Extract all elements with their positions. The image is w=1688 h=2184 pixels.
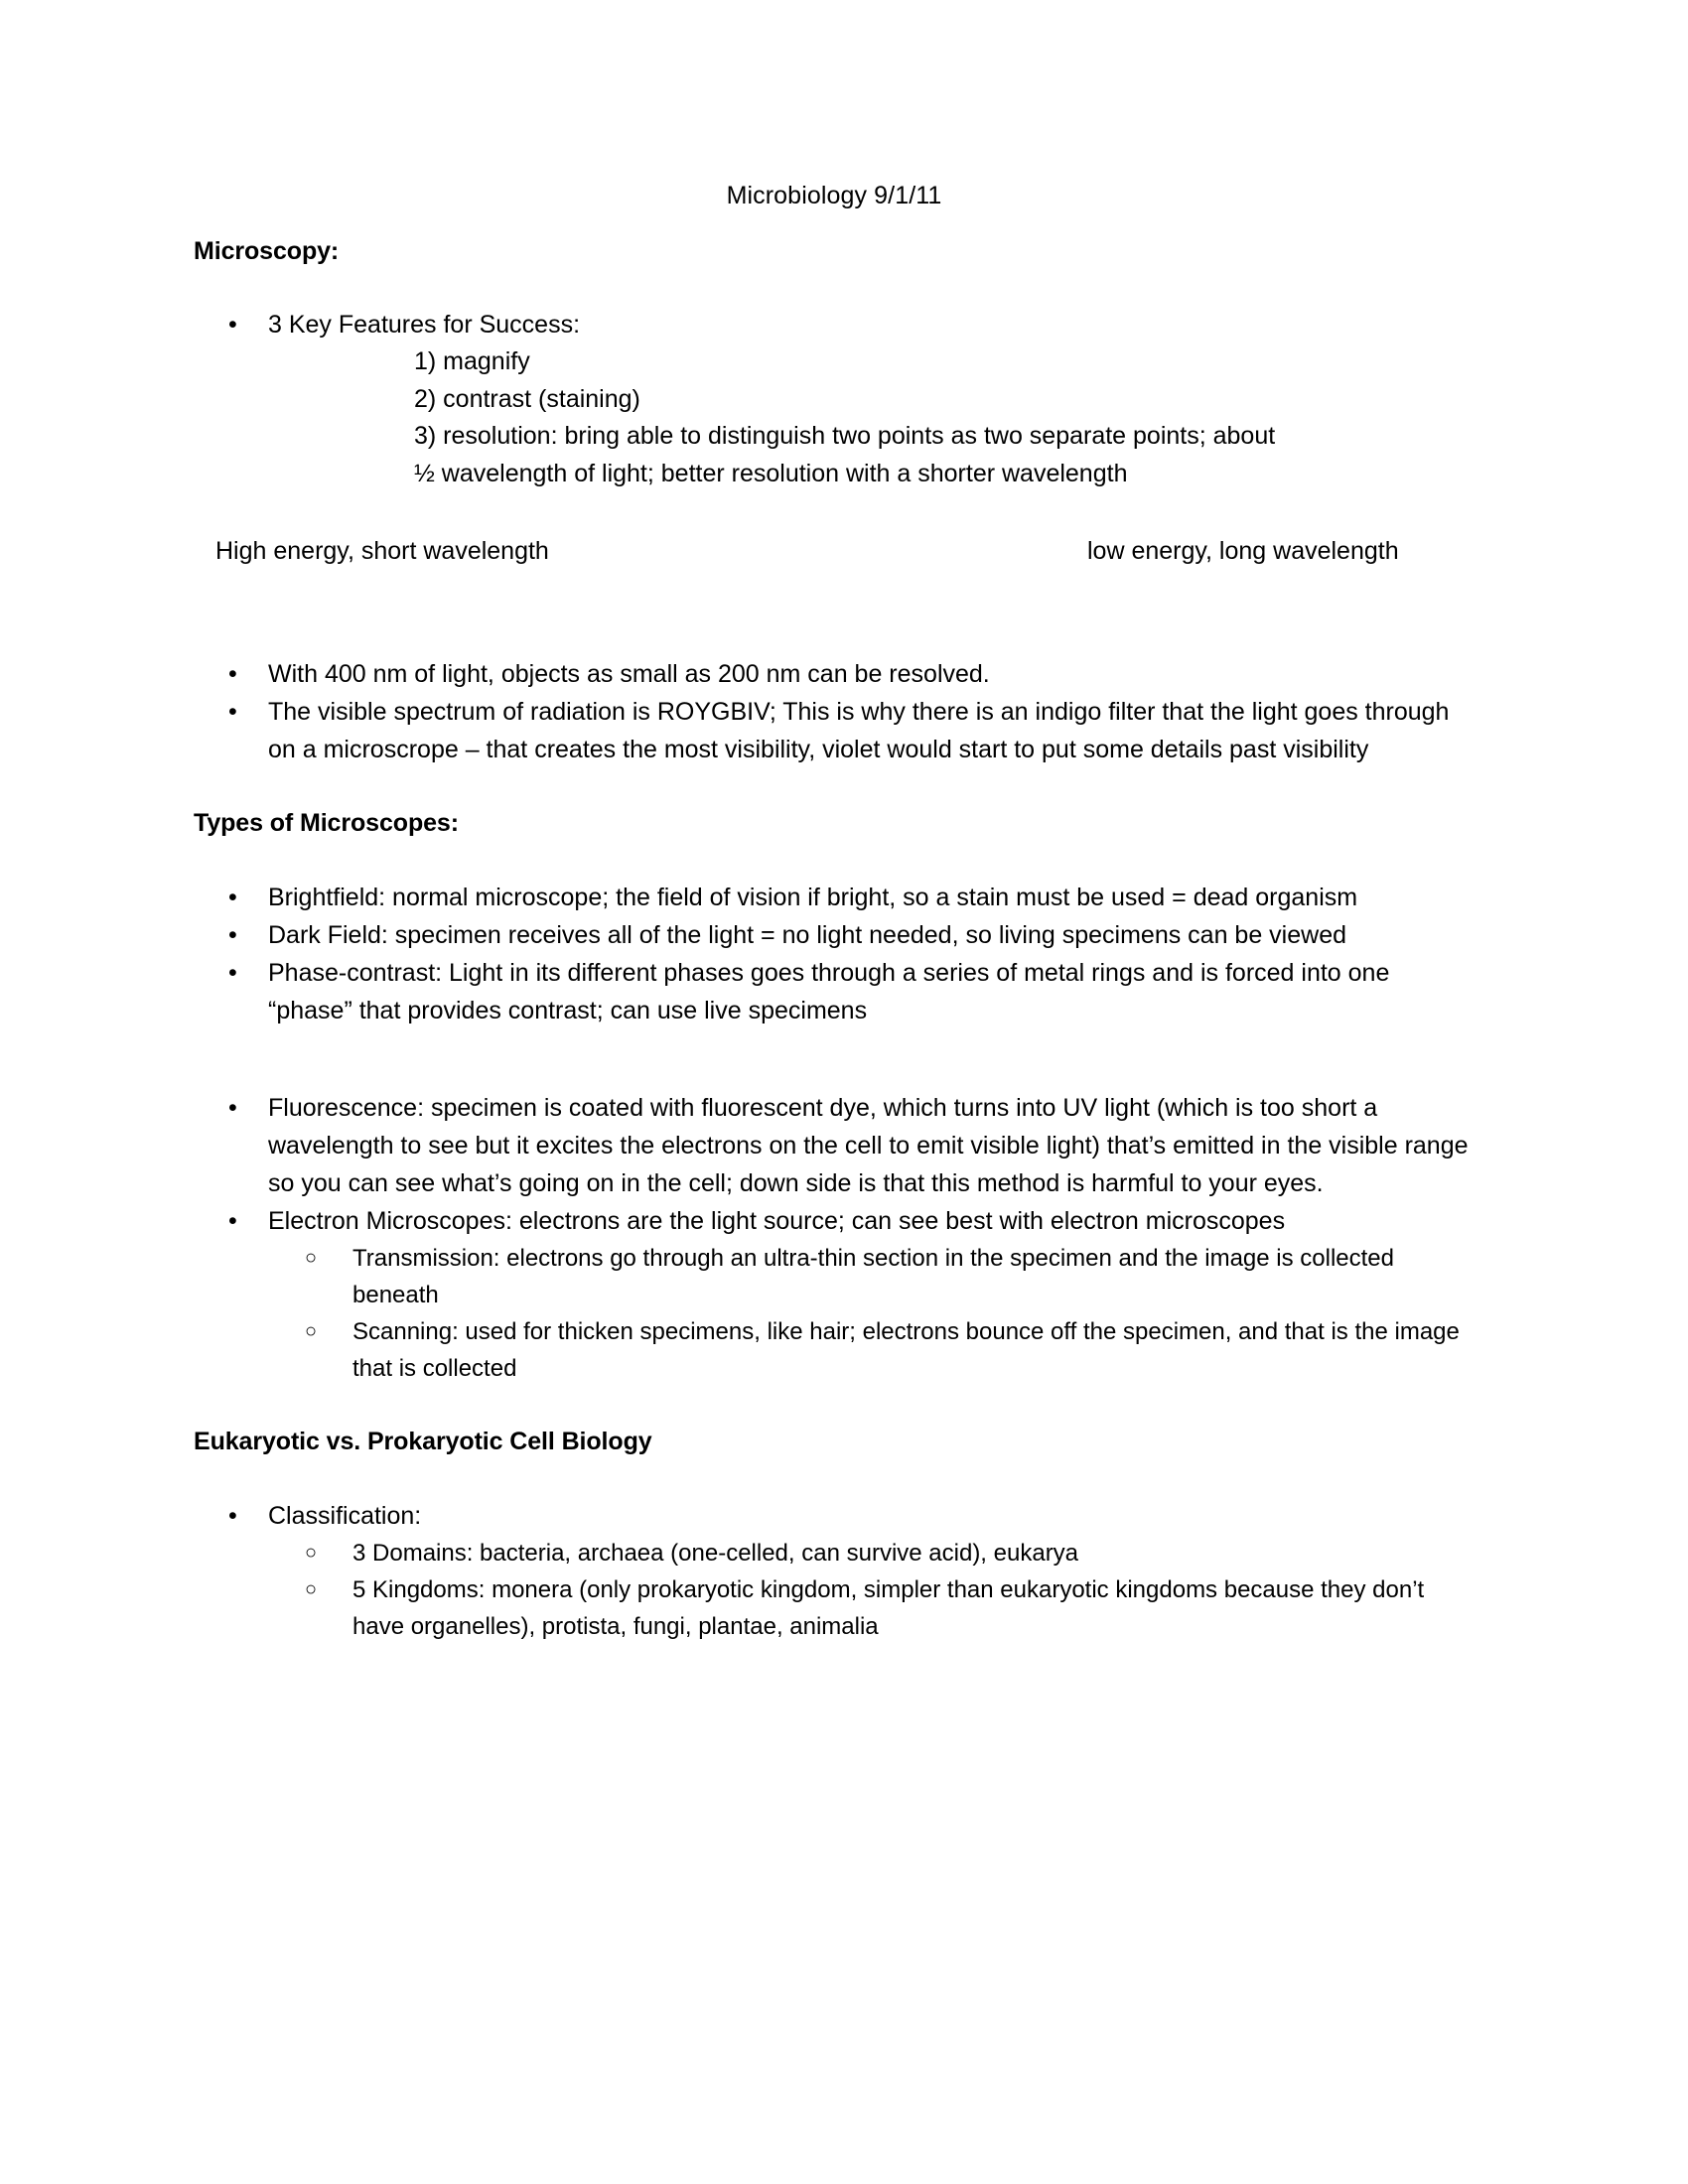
numbered-item-3-line-2: ½ wavelength of light; better resolution with a shorter wavelength (414, 459, 1128, 487)
list-item (194, 1535, 1475, 1571)
bullet-icon: • (228, 958, 237, 987)
list-item (194, 1089, 1475, 1202)
sub-bullet-icon: ○ (305, 1246, 318, 1269)
energy-wavelength-row (194, 534, 1475, 570)
sub-bullet-icon: ○ (305, 1541, 318, 1564)
list-item-label: 3 Domains: bacteria, archaea (one-celled, can survive acid), eukarya (352, 1539, 1079, 1567)
spacer (194, 1029, 1475, 1089)
energy-right-label: low energy, long wavelength (1087, 537, 1399, 566)
list-item (194, 879, 1475, 916)
bullet-icon: • (228, 1093, 237, 1122)
list-item (194, 916, 1475, 954)
spacer (194, 1387, 1475, 1429)
list-item-label: Transmission: electrons go through an ultra-thin section in the specimen and the image is collected beneath (352, 1244, 1395, 1308)
list-item (194, 1313, 1475, 1387)
classification-list (194, 1497, 1475, 1535)
list-item (194, 954, 1475, 1029)
bullet-icon: • (228, 1206, 237, 1235)
document-content (194, 184, 1475, 1645)
document-title: Microbiology 9/1/11 (726, 182, 942, 209)
microscopy-facts-list (194, 655, 1475, 768)
spacer (194, 1455, 1475, 1497)
spacer (194, 570, 1475, 655)
microscope-types-list (194, 879, 1475, 1029)
list-item-label: With 400 nm of light, objects as small as 200 nm can be resolved. (268, 660, 990, 689)
list-item-label: Phase-contrast: Light in its different phases goes through a series of metal rings and is forced into one “phase” that provides contrast; can use live specimens (268, 958, 1390, 1024)
list-item (194, 1571, 1475, 1645)
spacer (194, 768, 1475, 810)
list-item-label: Dark Field: specimen receives all of the light = no light needed, so living specimens can be viewed (268, 920, 1346, 949)
electron-microscope-sublist (194, 1240, 1475, 1388)
list-item-label: 3 Key Features for Success: (268, 311, 581, 340)
bullet-icon: • (228, 660, 237, 689)
list-item-label: Classification: (268, 1501, 422, 1530)
list-item (194, 693, 1475, 768)
sub-bullet-icon: ○ (305, 1319, 318, 1342)
energy-left-label: High energy, short wavelength (215, 537, 549, 566)
list-item (194, 1202, 1475, 1240)
heading-cell-biology: Eukaryotic vs. Prokaryotic Cell Biology (194, 1428, 652, 1456)
spacer (194, 492, 1475, 534)
list-item-label: Fluorescence: specimen is coated with fluorescent dye, which turns into UV light (which is too short a wavelength to see but it excites the electrons on the cell to emit visible light) that’s emitted in the visible range so you can see what’s going on in the cell; down side is that this method is harmful to your eyes. (268, 1093, 1469, 1197)
microscopy-key-features-list (194, 306, 1475, 343)
numbered-item-3-line-1: 3) resolution: bring able to distinguish two points as two separate points; about (414, 422, 1276, 451)
list-item-label: Electron Microscopes: electrons are the light source; can see best with electron microscopes (268, 1206, 1286, 1235)
bullet-icon: • (228, 311, 237, 340)
bullet-icon: • (228, 883, 237, 911)
list-item (194, 306, 1475, 343)
numbered-item-2: 2) contrast (staining) (414, 384, 640, 413)
bullet-icon: • (228, 1501, 237, 1530)
classification-sublist (194, 1535, 1475, 1646)
list-item-label: Brightfield: normal microscope; the field of vision if bright, so a stain must be used = dead organism (268, 883, 1358, 911)
list-item-label: 5 Kingdoms: monera (only prokaryotic kingdom, simpler than eukaryotic kingdoms because they don’t have organelles), protista, fungi, plantae, animalia (352, 1575, 1425, 1640)
list-item (194, 655, 1475, 693)
spacer (194, 208, 1475, 238)
microscope-types-list-second (194, 1089, 1475, 1240)
list-item-label: The visible spectrum of radiation is ROYGBIV; This is why there is an indigo filter that the light goes through on a microscrope – that creates the most visibility, violet would start to put some details past visibility (268, 698, 1450, 764)
list-item (194, 1240, 1475, 1313)
spacer (194, 837, 1475, 879)
list-item (194, 1497, 1475, 1535)
numbered-item-1: 1) magnify (414, 347, 530, 376)
bullet-icon: • (228, 698, 237, 727)
sub-bullet-icon: ○ (305, 1577, 318, 1600)
heading-types-of-microscopes: Types of Microscopes: (194, 809, 459, 838)
microscopy-numbered-list (194, 343, 1475, 492)
heading-microscopy: Microscopy: (194, 237, 340, 265)
bullet-icon: • (228, 920, 237, 949)
list-item-label: Scanning: used for thicken specimens, like hair; electrons bounce off the specimen, and that is the image that is collected (352, 1317, 1460, 1383)
spacer (194, 264, 1475, 306)
